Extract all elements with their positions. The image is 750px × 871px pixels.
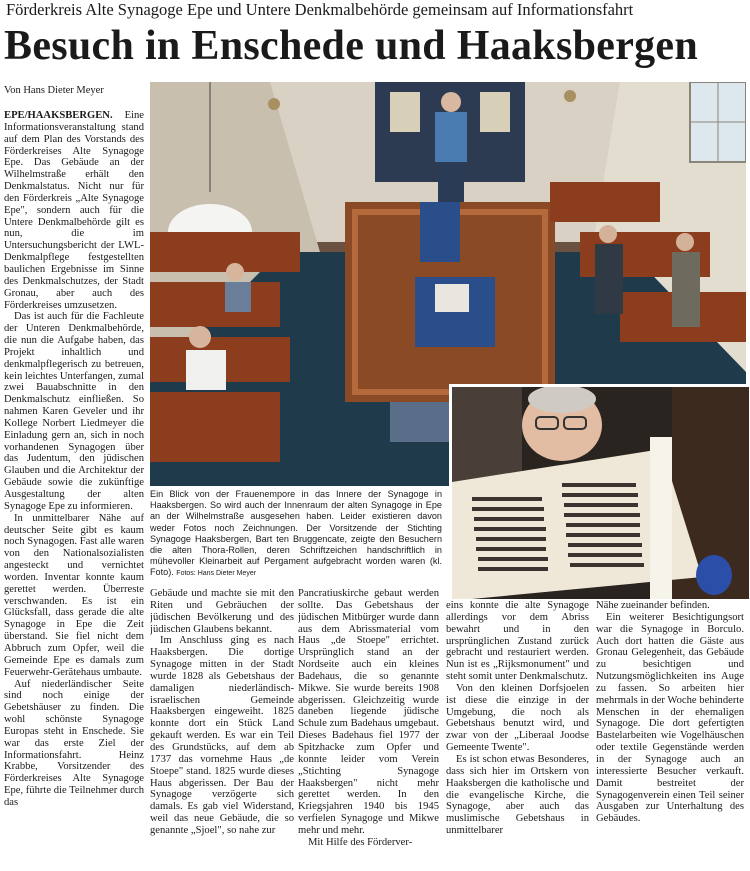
paragraph [4, 110, 144, 311]
byline: Von Hans Dieter Meyer [4, 85, 104, 96]
article-column-3 [298, 588, 439, 870]
article-column-5 [596, 600, 744, 870]
paragraph: Von den kleinen Dorfsjoelen ist diese die einzige in der Umgebung, die noch als Gebetshaus benutzt wird, und zwar von der „Liberaal Joodse Gemeente Twente". [446, 682, 589, 754]
article-headline: Besuch in Enschede und Haaksbergen [4, 23, 699, 69]
paragraph: eins konnte die alte Synagoge allerdings vor dem Abriss bewahrt und in den ursprünglichen Zustand zurück gebracht und restauriert werden. Nun ist es „Rijksmonument" und steht somit unter Denkmalschutz. [446, 600, 589, 683]
paragraph: Auf niederländischer Seite sind noch einige der Gebetshäuser zu finden. Die wohl schönste Synagoge Europas steht in Enschede. Sie war das erste Ziel der Informationsfahrt. Heinz Krabbe, Vorsitzender des Förderkreises Alte Synagoge Epe, führte die Teilnehmer durch das [4, 678, 144, 808]
article-column-1 [4, 110, 144, 870]
paragraph: Ein weiterer Besichtigungsort war die Synagoge in Borculo. Auch dort hatten die Gäste aus Gronau Gelegenheit, das Gebäude zu besichtigen und Nutzungsmöglichkeiten ins Auge zu fassen. So arbeiten hier mehrmals in der Woche behinderte Menschen in der ehemaligen Synagoge. Die dort gefertigten Bastelarbeiten wie Vogelhäuschen oder textile Gegenstände werden in der Synagoge auch an interessierte Besucher verkauft. Damit bestreitet der Synagogenverein einen Teil seiner Ausgaben zur Unterhaltung des Gebäudes. [596, 611, 744, 825]
dateline: EPE/HAAKSBERGEN. [4, 110, 113, 121]
paragraph: In unmittelbarer Nähe auf deutscher Seite gibt es kaum noch Synagogen. Fast alle waren von den Nationalsozialisten angesteckt und vernichtet worden. Inventar konnte kaum gerettet werden. Überreste verschwanden. Es ist ein Glücksfall, dass gerade die alte Synagoge in Epe die Zeit überstand. Sie fiel nicht dem Abbruch zum Opfer, weil die Gemeinde Epe es damals zum Feuerwehr-Gerätehaus umbaute. [4, 512, 144, 678]
article-column-2 [150, 588, 294, 870]
kicker-line: Förderkreis Alte Synagoge Epe und Untere Denkmalbehörde gemeinsam auf Informationsfahrt [6, 0, 634, 19]
paragraph: Es ist schon etwas Besonderes, dass sich hier im Ortskern von Haaksbergen die katholische und die evangelische Kirche, die Synagoge, aber auch das muslimische Gebetshaus in unmittelbarer [446, 753, 589, 837]
paragraph: Im Anschluss ging es nach Haaksbergen. Die dortige Synagoge mitten in der Stadt wurde 1828 als Gebetshaus der damaligen niederländisch-israelischen Gemeinde Haaksbergen eingeweiht. 1825 konnte dort ein Stück Land gekauft werden. Es war ein Teil des Grundstücks, auf dem ab 1737 das vornehme Haus „de Stoepe" stand. 1825 wurde dieses Haus abgerissen. Der Bau der Synagoge verzögerte sich damals. Es gab viel Widerstand, weil das neue Gebäude, die so genannte „Sjoel", so nahe zur [150, 635, 294, 836]
paragraph: Pancratiuskirche gebaut werden sollte. Das Gebetshaus der jüdischen Mitbürger wurde dann aus dem Abrissmaterial vom Haus „de Stoepe" errichtet. Ursprünglich stand an der Nordseite auch ein kleines Badehaus, die so genannte Mikwe. Sie wurde bereits 1908 abgerissen. Gleichzeitig wurde daneben liegende jüdische Schule zum Badehaus umgebaut. Dieses Badehaus fiel 1977 der Spitzhacke zum Opfer und konnte leider vom Verein „Stichting Synagoge Haaksbergen" nicht mehr gerettet werden. In den Kriegsjahren 1940 bis 1945 verfielen Synagoge und Mikwe mehr und mehr. [298, 588, 439, 836]
article-column-4 [446, 600, 589, 870]
paragraph: Nähe zueinander befinden. [596, 600, 710, 611]
caption-text: Ein Blick von der Frauenempore in das Innere der Synagoge in Haaksbergen. So wird auch der Innenraum der alten Synagoge in Epe an der Wilhelmstraße ausgesehen haben. Leider existieren davon weder Fotos noch Zeichnungen. Der Vorsitzende der Stichting Synagoge Haaksbergen, Bart ten Bruggencate, zeigte den Besuchern die alten Thora-Rollen, deren Schriftzeichen handschriftlich in mühevoller Kleinarbeit auf Pergament aufgebracht worden waren (kl. Foto). [150, 489, 442, 578]
paragraph: Das ist auch für die Fachleute der Unteren Denkmalbehörde, die nun die Aufgabe haben, das Projekt inhaltlich und denkmalpflegerisch zu betreuen, kein leichtes Unterfangen, zumal zwei Bauabschnitte in den Denkmalschutz einfließen. So nahmen Karen Geveler und ihr Kollege Norbert Liedmeyer die Einladung gern an, sich in noch vorhandenen Synagogen über das Judentum, den jüdischen Glauben und die Architektur der Gebäude sowie die zukünftige Ausgestaltung der alten Synagoge Epe zu informieren. [4, 311, 144, 512]
paragraph: Mit Hilfe des Förderver- [308, 836, 413, 848]
torah-scroll-photo [449, 384, 749, 599]
paragraph-text: Eine Informationsveranstaltung stand auf dem Plan des Vorstands des Förderkreises Alte Synagoge Epe. Das Gebäude an der Wilhelmstraße erhält den Denkmalstatus. Nicht nur für den Förderkreis „Alte Synagoge Epe", sondern auch für die Untere Denkmalbehörde gilt es nun, die im Untersuchungsbericht der LWL-Denkmalpflege festgestellten baulichen Ergebnisse im Sinne des Denkmalschutzes, der Stadt Gronau, aber auch des Förderkreises umzusetzen. [4, 110, 144, 311]
photo-credit: Fotos: Hans Dieter Meyer [176, 570, 257, 578]
photo-caption [150, 489, 442, 580]
paragraph: Gebäude und machte sie mit den Riten und Gebräuchen der jüdischen Bevölkerung und des jüdischen Glaubens bekannt. [150, 588, 294, 635]
